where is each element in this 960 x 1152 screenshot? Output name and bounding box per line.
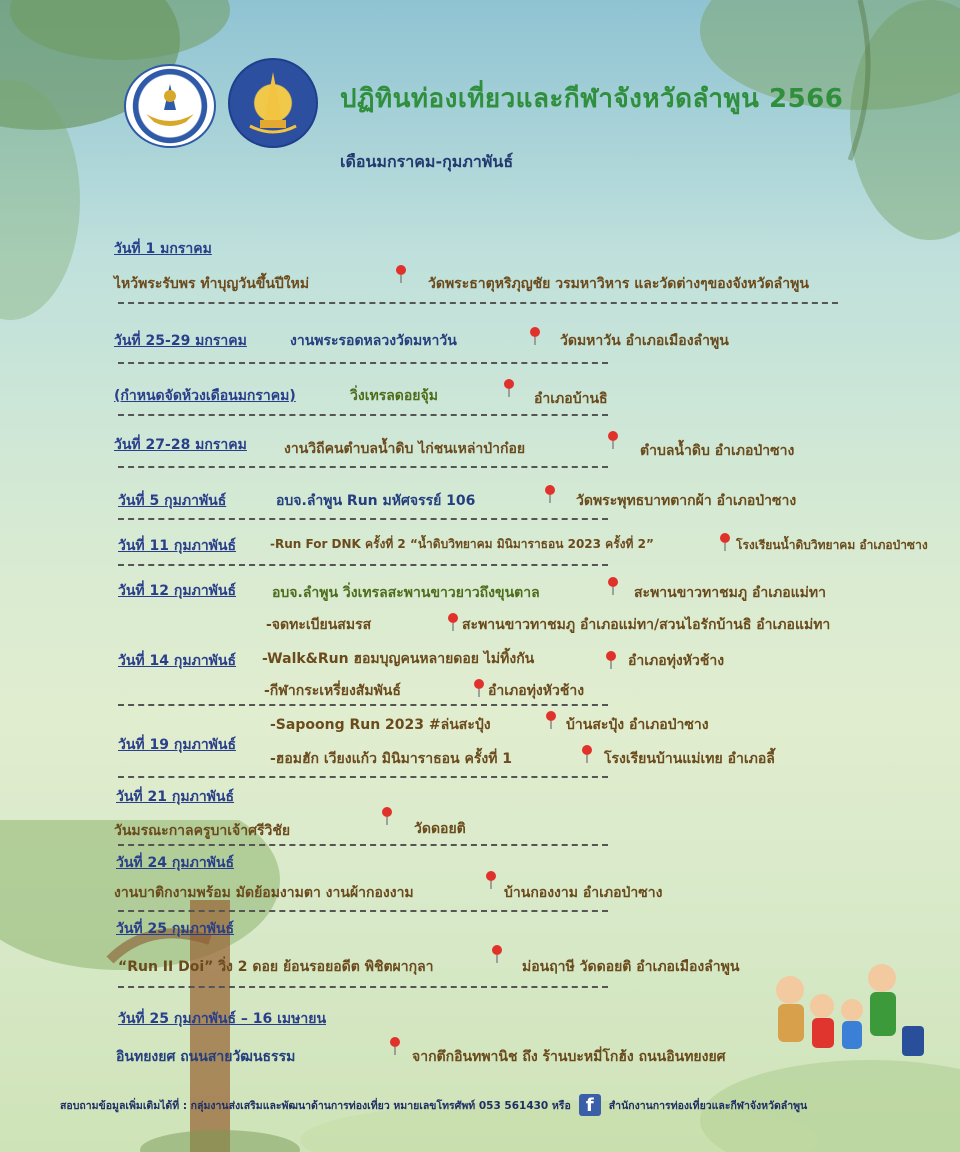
event-name: ไหว้พระรับพร ทำบุญวันขึ้นปีใหม่ xyxy=(114,276,310,292)
location-pin-icon xyxy=(718,532,732,552)
event-name: -ฮอมฮัก เวียงแก้ว มินิมาราธอน ครั้งที่ 1 xyxy=(270,751,513,767)
page-subtitle: เดือนมกราคม-กุมภาพันธ์ xyxy=(340,152,514,171)
location-pin-icon xyxy=(446,612,460,632)
event-date: (กำหนดจัดห้วงเดือนมกราคม) xyxy=(114,388,296,404)
event-date: วันที่ 1 มกราคม xyxy=(114,241,212,257)
event-name: -Sapoong Run 2023 #ล่นสะปุ๋ง xyxy=(270,717,491,733)
event-location: วัดดอยติ xyxy=(414,821,466,837)
event-date: วันที่ 5 กุมภาพันธ์ xyxy=(118,493,227,509)
location-pin-icon xyxy=(388,1036,402,1056)
divider xyxy=(118,518,608,520)
event-location: อำเภอบ้านธิ xyxy=(534,391,608,407)
travelers-illustration xyxy=(760,950,940,1070)
event-location: อำเภอทุ่งหัวช้าง xyxy=(488,683,585,699)
event-name: วันมรณะกาลครูบาเจ้าศรีวิชัย xyxy=(114,823,291,839)
event-location: บ้านกองงาม อำเภอป่าซาง xyxy=(504,885,663,901)
footer-contact xyxy=(60,1092,940,1118)
location-pin-icon xyxy=(380,806,394,826)
location-pin-icon xyxy=(484,870,498,890)
location-pin-icon xyxy=(606,576,620,596)
event-date: วันที่ 25 กุมภาพันธ์ – 16 เมษายน xyxy=(118,1011,327,1027)
location-pin-icon xyxy=(490,944,504,964)
event-name: งานพระรอดหลวงวัดมหาวัน xyxy=(290,333,457,349)
event-name: อินทยงยศ ถนนสายวัฒนธรรม xyxy=(116,1049,296,1065)
divider xyxy=(118,302,838,304)
event-location: โรงเรียนน้ำดิบวิทยาคม อำเภอป่าซาง xyxy=(736,538,928,552)
event-name: งานบาติกงามพร้อม มัดย้อมงามตา งานผ้ากองงาม xyxy=(114,885,414,901)
event-location: สะพานขาวทาชมภู อำเภอแม่ทา xyxy=(634,585,826,601)
event-location: อำเภอทุ่งหัวช้าง xyxy=(628,653,725,669)
event-date: วันที่ 19 กุมภาพันธ์ xyxy=(118,737,237,753)
location-pin-icon xyxy=(604,650,618,670)
divider xyxy=(118,776,608,778)
facebook-icon[interactable]: f xyxy=(579,1094,601,1116)
event-date: วันที่ 11 กุมภาพันธ์ xyxy=(118,538,237,554)
event-date: วันที่ 12 กุมภาพันธ์ xyxy=(118,583,237,599)
event-location: วัดมหาวัน อำเภอเมืองลำพูน xyxy=(560,333,729,349)
divider xyxy=(118,414,608,416)
divider xyxy=(118,564,608,566)
event-name: -Run For DNK ครั้งที่ 2 “น้ำดิบวิทยาคม มินิมาราธอน 2023 ครั้งที่ 2” xyxy=(270,537,654,551)
event-location: โรงเรียนบ้านแม่เทย อำเภอลี้ xyxy=(604,751,775,767)
event-date: วันที่ 25-29 มกราคม xyxy=(114,333,247,349)
event-location: วัดพระพุทธบาทตากผ้า อำเภอป่าซาง xyxy=(576,493,797,509)
location-pin-icon xyxy=(394,264,408,284)
lamphun-province-seal xyxy=(228,58,318,148)
location-pin-icon xyxy=(580,744,594,764)
divider xyxy=(118,704,608,706)
event-location: ตำบลน้ำดิบ อำเภอป่าซาง xyxy=(640,443,795,459)
event-name: -Walk&Run ฮอมบุญคนหลายดอย ไม่ทิ้งกัน xyxy=(262,651,535,667)
event-name: อบจ.ลำพูน Run มหัศจรรย์ 106 xyxy=(276,493,476,509)
event-name: “Run II Doi” วิ่ง 2 ดอย ย้อนรอยอดีต พิชิตผากุลา xyxy=(118,959,434,975)
event-name: -กีฬากระเหรี่ยงสัมพันธ์ xyxy=(264,683,401,699)
divider xyxy=(118,844,608,846)
event-location: สะพานขาวทาชมภู อำเภอแม่ทา/สวนไอรักบ้านธิ อำเภอแม่ทา xyxy=(462,617,831,633)
event-location: บ้านสะปุ๋ง อำเภอป่าซาง xyxy=(566,717,709,733)
location-pin-icon xyxy=(543,484,557,504)
event-date: วันที่ 14 กุมภาพันธ์ xyxy=(118,653,237,669)
location-pin-icon xyxy=(606,430,620,450)
divider xyxy=(118,362,608,364)
ministry-tourism-sports-logo xyxy=(124,64,216,148)
event-location: วัดพระธาตุหริภุญชัย วรมหาวิหาร และวัดต่างๆของจังหวัดลำพูน xyxy=(428,276,809,292)
event-date: วันที่ 25 กุมภาพันธ์ xyxy=(116,921,235,937)
divider xyxy=(118,466,608,468)
location-pin-icon xyxy=(544,710,558,730)
event-location: จากตึกอินทพานิช ถึง ร้านบะหมี่โกฮ้ง ถนนอินทยงยศ xyxy=(412,1049,726,1065)
event-name: งานวิถีคนตำบลน้ำดิบ ไก่ชนเหล่าป่าก๋อย xyxy=(284,441,526,457)
event-name: วิ่งเทรลดอยจุ้ม xyxy=(350,388,438,404)
event-date: วันที่ 27-28 มกราคม xyxy=(114,437,247,453)
event-location: ม่อนฤาษี วัดดอยติ อำเภอเมืองลำพูน xyxy=(522,959,740,975)
event-name: อบจ.ลำพูน วิ่งเทรลสะพานขาวยาวถึงขุนตาล xyxy=(272,585,540,601)
location-pin-icon xyxy=(528,326,542,346)
event-name: -จดทะเบียนสมรส xyxy=(266,617,372,633)
page-title: ปฏิทินท่องเที่ยวและกีฬาจังหวัดลำพูน 2566 xyxy=(340,84,844,114)
contact-text: สอบถามข้อมูลเพิ่มเติมได้ที่ : กลุ่มงานส่งเสริมและพัฒนาด้านการท่องเที่ยว หมายเลขโทรศัพท์ 053 561430 หรือ xyxy=(60,1099,571,1112)
divider xyxy=(118,986,608,988)
event-date: วันที่ 24 กุมภาพันธ์ xyxy=(116,855,235,871)
location-pin-icon xyxy=(472,678,486,698)
facebook-page-name[interactable]: สำนักงานการท่องเที่ยวและกีฬาจังหวัดลำพูน xyxy=(608,1099,808,1112)
event-date: วันที่ 21 กุมภาพันธ์ xyxy=(116,789,235,805)
divider xyxy=(118,910,608,912)
location-pin-icon xyxy=(502,378,516,398)
